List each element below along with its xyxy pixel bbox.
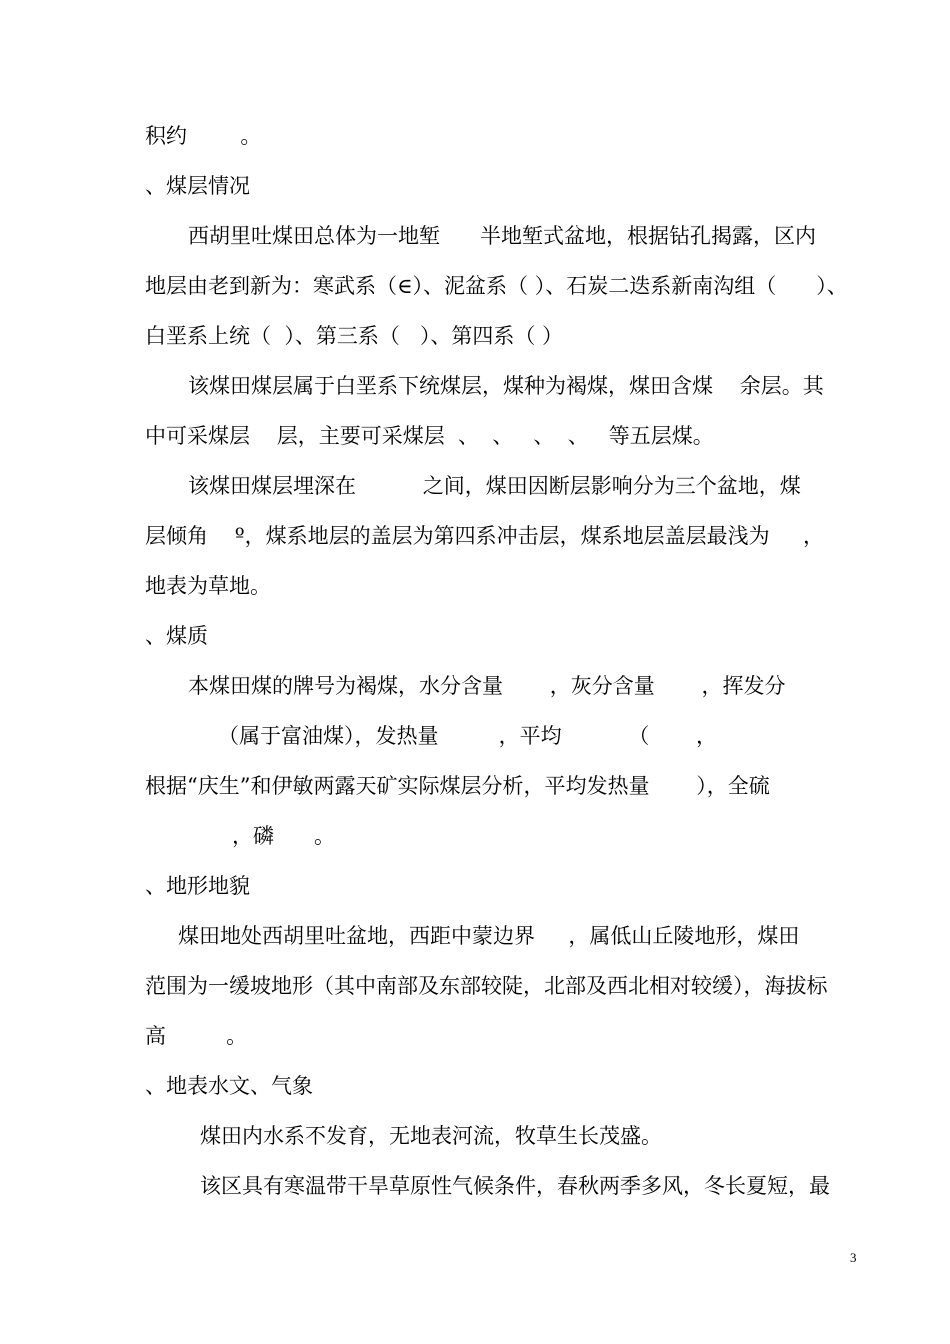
- text-line: 本煤田煤的牌号为褐煤，水分含量 ，灰分含量 ，挥发分: [188, 674, 786, 698]
- text-line: 层倾角 º，煤系地层的盖层为第四系冲击层，煤系地层盖层最浅为 ，: [145, 524, 824, 548]
- text-line: 根据“庆生”和伊敏两露天矿实际煤层分析，平均发热量 ），全硫: [145, 774, 770, 798]
- section-heading-hydrology-climate: 、地表水文、气象: [145, 1074, 313, 1098]
- text-line: 中可采煤层 层，主要可采煤层 、 、 、 、 等五层煤。: [145, 424, 714, 448]
- text-line: ，磷 。: [232, 824, 336, 848]
- text-line: 西胡里吐煤田总体为一地堑 半地堑式盆地，根据钻孔揭露，区内: [188, 224, 817, 248]
- section-heading-terrain: 、地形地貌: [145, 874, 250, 898]
- text-line: （属于富油煤），发热量 ，平均 （ ，: [218, 724, 718, 748]
- section-heading-coal-seams: 、煤层情况: [145, 174, 250, 198]
- text-line: 白垩系上统（ ）、第三系（ ）、第四系（ ）: [145, 324, 564, 348]
- text-line: 积约 。: [145, 124, 262, 148]
- section-heading-coal-quality: 、煤质: [145, 624, 208, 648]
- text-line: 地表为草地。: [145, 574, 271, 598]
- text-line: 地层由老到新为：寒武系（∈）、泥盆系（ ）、石炭二迭系新南沟组（ ）、: [145, 274, 848, 298]
- text-line: 范围为一缓坡地形（其中南部及东部较陡，北部及西北相对较缓），海拔标: [145, 974, 828, 998]
- text-line: 煤田内水系不发育，无地表河流，牧草生长茂盛。: [200, 1124, 662, 1148]
- text-line: 该煤田煤层属于白垩系下统煤层，煤种为褐煤，煤田含煤 余层。其: [188, 374, 824, 398]
- page-number: 3: [850, 1250, 857, 1265]
- text-line: 高 。: [145, 1024, 248, 1048]
- text-line: 该区具有寒温带干旱草原性气候条件，春秋两季多风，冬长夏短，最: [200, 1174, 830, 1198]
- text-line: 煤田地处西胡里吐盆地，西距中蒙边界 ，属低山丘陵地形，煤田: [178, 924, 800, 948]
- text-line: 该煤田煤层埋深在 之间，煤田因断层影响分为三个盆地，煤: [188, 474, 801, 498]
